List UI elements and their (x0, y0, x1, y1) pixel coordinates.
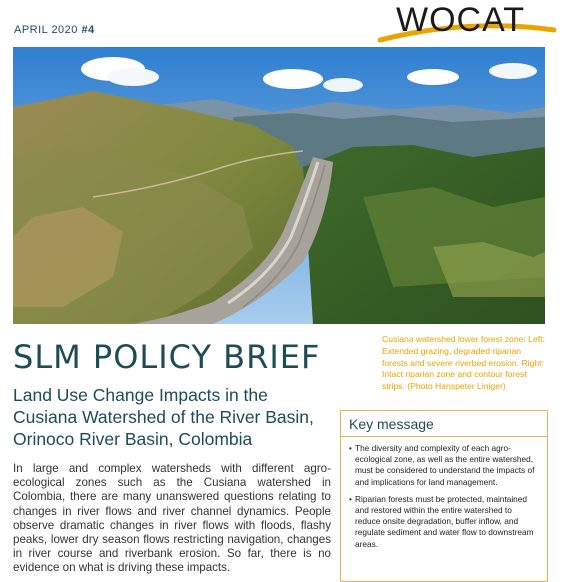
issue-date (14, 24, 95, 36)
list-item: • Riparian forests must be protected, maintained and restored within the entire watershed to reduce onsite degradation, buffer inflow, and regulate sediment and water flow to downstream areas. (349, 494, 539, 550)
key-message-list (341, 437, 547, 550)
issue-number: #4 (81, 24, 95, 36)
wocat-logo (378, 0, 558, 48)
key-message-heading: Key message (341, 411, 547, 437)
page-title: SLM POLICY BRIEF (13, 338, 321, 376)
photo-caption: Cusiana watershed lower forest zone: Left: Extended grazing, degraded riparian forests and severe riverbed erosion. Right: Intact riparian zone and contour forest strips. (Photo Hanspeter Liniger) (382, 334, 545, 392)
intro-paragraph: In large and complex watersheds with different agro-ecological zones such as the Cusiana watershed in Colombia, there are many unanswered questions relating to changes in river flows and river channel dynamics. People observe dramatic changes in river flows with floods, flashy peaks, lower dry season flows restricting navigation, changes in river course and riverbank erosion. So far, there is no evidence on what is driving these impacts. (13, 462, 331, 575)
list-item: • The diversity and complexity of each agro-ecological zone, as well as the entire watershed, must be considered to understand the impacts of and implications for land management. (349, 443, 539, 488)
date-text: APRIL 2020 (14, 24, 78, 36)
logo-text: WOCAT (396, 1, 526, 39)
key-message-box (340, 410, 548, 582)
page-subtitle: Land Use Change Impacts in the Cusiana Watershed of the River Basin, Orinoco River Basin, Colombia (13, 385, 314, 449)
hero-photo (13, 47, 545, 324)
